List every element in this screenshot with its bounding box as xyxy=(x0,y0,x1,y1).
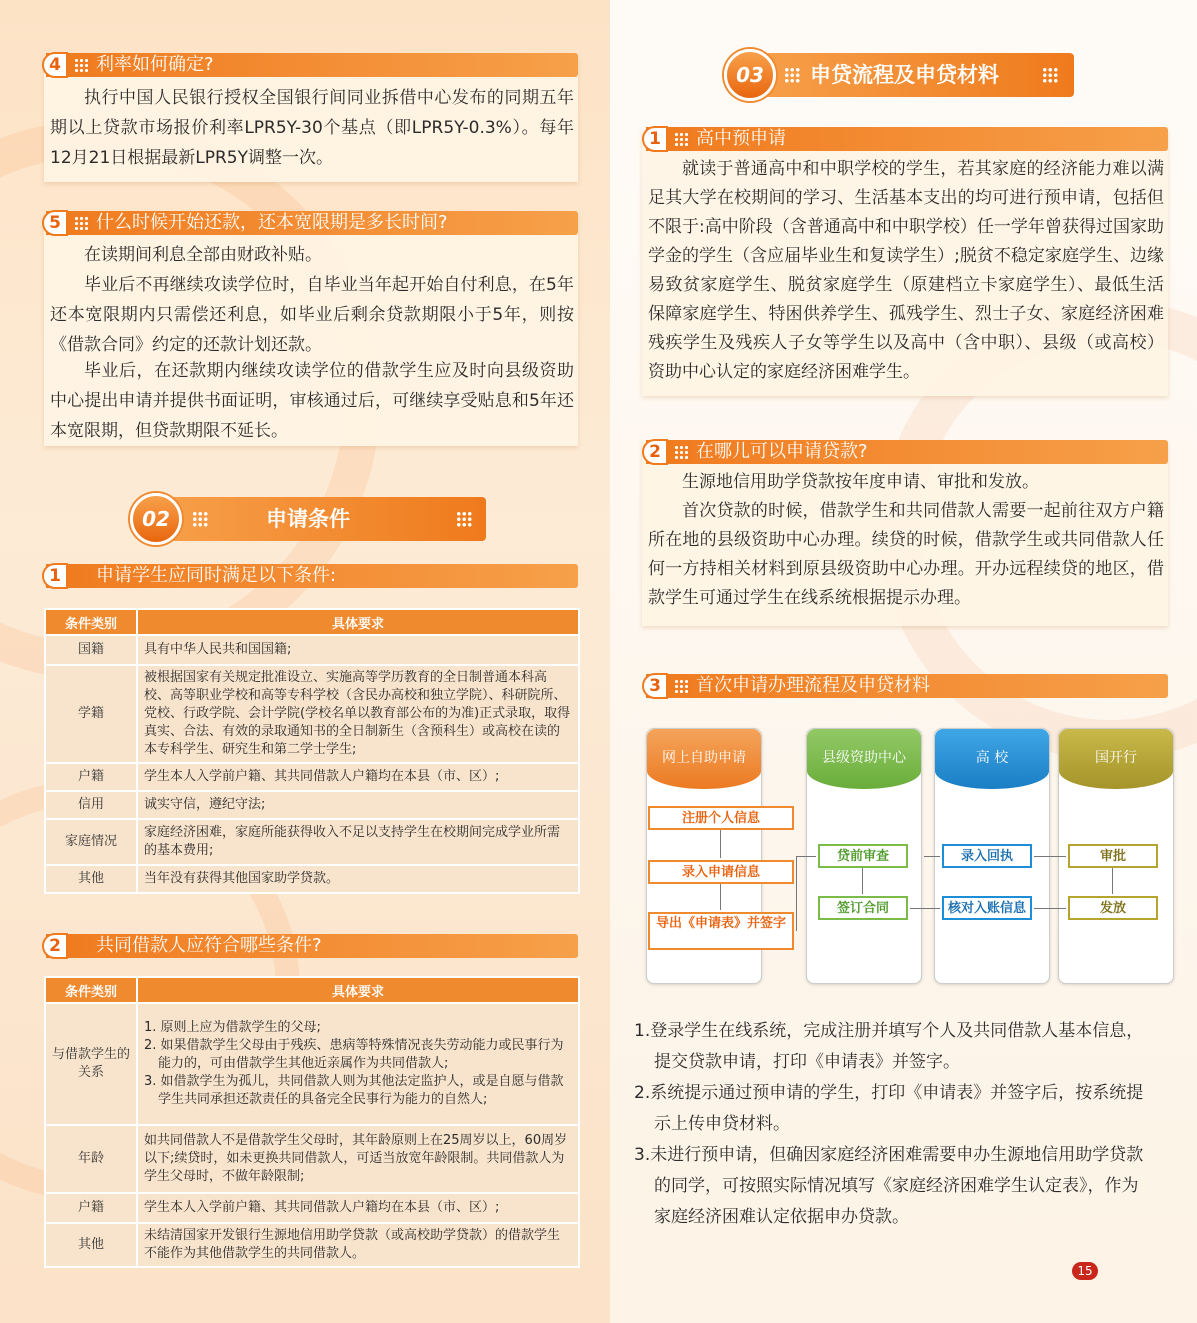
arrow-right-icon xyxy=(924,856,940,857)
section-03-title: 申贷流程及申贷材料 xyxy=(810,63,999,87)
q4-number: 4 xyxy=(42,52,68,78)
q5-title: 什么时候开始还款，还本宽限期是多长时间? xyxy=(96,212,448,233)
condition-requirement: 当年没有获得其他国家助学贷款。 xyxy=(137,865,579,893)
step-line: 的同学，可按照实际情况填写《家庭经济困难学生认定表》，作为 xyxy=(654,1176,1139,1196)
table-row xyxy=(45,791,579,819)
arrow-down-icon xyxy=(1112,868,1113,894)
condition-category: 其他 xyxy=(45,865,137,893)
r2-paragraph-2: 首次贷款的时候，借款学生和共同借款人需要一起前往双方户籍所在地的县级资助中心办理。续贷的时候，借款学生或共同借款人任何一方持相关材料到原县级资助中心办理。开办远程续贷的地区，借款学生可通过学生在线系统根据提示办理。 xyxy=(648,501,1164,608)
coborrower-conditions-table xyxy=(44,976,580,1268)
q4-header xyxy=(46,53,578,77)
r2-paragraph-1: 生源地信用助学贷款按年度申请、审批和发放。 xyxy=(682,472,1039,492)
arrow-down-icon xyxy=(720,830,721,858)
requirement-line: 3. 如借款学生为孤儿，共同借款人则为其他法定监护人，或是自愿与借款学生共同承担还款责任的具备完全民事行为能力的自然人; xyxy=(144,1074,564,1107)
section-03-header xyxy=(734,53,1074,97)
table-row xyxy=(45,865,579,893)
dots-icon xyxy=(456,511,472,527)
step-line: 家庭经济困难认定依据申办贷款。 xyxy=(654,1207,909,1227)
table-row xyxy=(45,1223,579,1267)
flow-step-enter-info: 录入申请信息 xyxy=(648,860,794,884)
condition-requirement: 家庭经济困难，家庭所能获得收入不足以支持学生在校期间完成学业所需的基本费用; xyxy=(137,819,579,865)
c1-title: 申请学生应同时满足以下条件: xyxy=(96,565,337,586)
condition-category: 家庭情况 xyxy=(45,819,137,865)
arrow-left-icon xyxy=(1034,908,1066,909)
dots-icon xyxy=(74,58,88,72)
dots-icon xyxy=(74,216,88,230)
step-number: 2. xyxy=(634,1083,651,1103)
flow-step-register: 注册个人信息 xyxy=(648,806,794,830)
flow-step-disburse: 发放 xyxy=(1068,896,1158,920)
steps-list xyxy=(634,1016,1174,1233)
step-line: 未进行预申请，但确因家庭经济困难需要申办生源地信用助学贷款 xyxy=(650,1145,1144,1165)
r3-title: 首次申请办理流程及申贷材料 xyxy=(696,675,930,696)
r1-header xyxy=(646,127,1168,151)
q5-paragraph-2: 毕业后不再继续攻读学位时，自毕业当年起开始自付利息，在5年还本宽限期内只需偿还利息，如毕业后剩余贷款期限小于5年，则按《借款合同》约定的还款计划还款。 xyxy=(50,275,574,355)
arrow-left-icon xyxy=(910,908,940,909)
condition-requirement: 学生本人入学前户籍、其共同借款人户籍均在本县（市、区）; xyxy=(137,763,579,791)
table-header-category: 条件类别 xyxy=(45,609,137,635)
student-conditions-table xyxy=(44,608,580,894)
arrow-down-icon xyxy=(862,868,863,894)
step-line: 提交贷款申请，打印《申请表》并签字。 xyxy=(654,1052,960,1072)
r2-number: 2 xyxy=(642,439,668,465)
r2-header xyxy=(646,440,1168,464)
page-number: 15 xyxy=(1072,1262,1098,1280)
condition-category: 国籍 xyxy=(45,635,137,665)
table-header-category: 条件类别 xyxy=(45,977,137,1003)
r3-number: 3 xyxy=(642,673,668,699)
c2-number: 2 xyxy=(42,933,68,959)
section-02-number: 02 xyxy=(130,493,182,545)
section-03-number: 03 xyxy=(724,49,776,101)
q5-number: 5 xyxy=(42,210,68,236)
flow-column-title: 网上自助申请 xyxy=(647,729,761,789)
condition-requirement: 学生本人入学前户籍、其共同借款人户籍均在本县（市、区）; xyxy=(137,1193,579,1223)
flow-column-title: 县级资助中心 xyxy=(807,729,921,789)
q5-header xyxy=(46,211,578,235)
condition-requirement: 被根据国家有关规定批准设立、实施高等学历教育的全日制普通本科高校、高等职业学校和高等专科学校（含民办高校和独立学院）、科研院所、党校、行政学院、会计学院(学校名单以教育部公布的为准)正式录取，取得真实、合法、有效的录取通知书的全日制新生（含预科生）或高校在读的本专科学生、研究生和第二学士学生; xyxy=(137,665,579,763)
dots-icon xyxy=(784,67,800,83)
q5-paragraph-3: 毕业后，在还款期内继续攻读学位的借款学生应及时向县级资助中心提出申请并提供书面证明，审核通过后，可继续享受贴息和5年还本宽限期，但贷款期限不延长。 xyxy=(50,361,574,441)
table-header-row xyxy=(45,609,579,635)
r1-title: 高中预申请 xyxy=(696,128,786,149)
c2-title: 共同借款人应符合哪些条件? xyxy=(96,935,322,956)
condition-requirement xyxy=(137,1003,579,1125)
list-item xyxy=(634,1078,1174,1109)
c1-header xyxy=(46,564,578,588)
flow-step-export-form: 导出《申请表》并签字 xyxy=(648,912,794,950)
condition-category: 户籍 xyxy=(45,1193,137,1223)
c2-header xyxy=(46,934,578,958)
table-row xyxy=(45,1003,579,1125)
section-02-header xyxy=(140,497,486,541)
condition-category: 信用 xyxy=(45,791,137,819)
dots-icon xyxy=(674,445,688,459)
condition-requirement: 如共同借款人不是借款学生父母时，其年龄原则上在25周岁以上，60周岁以下;续贷时，如未更换共同借款人，可适当放宽年龄限制。共同借款人为学生父母时，不做年龄限制; xyxy=(137,1125,579,1193)
flow-column-title: 高 校 xyxy=(935,729,1049,789)
table-header-requirement: 具体要求 xyxy=(137,977,579,1003)
condition-category: 学籍 xyxy=(45,665,137,763)
arrow-right-icon xyxy=(1034,856,1066,857)
table-row xyxy=(45,763,579,791)
r1-body: 就读于普通高中和中职学校的学生，若其家庭的经济能力难以满足其大学在校期间的学习、生活基本支出的均可进行预申请，包括但不限于:高中阶段（含普通高中和中职学校）任一学年曾获得过国家助学金的学生（含应届毕业生和复读学生）;脱贫不稳定家庭学生、边缘易致贫家庭学生、脱贫家庭学生（原建档立卡家庭学生）、最低生活保障家庭学生、特困供养学生、孤残学生、烈士子女、家庭经济困难残疾学生及残疾人子女等学生以及高中（含中职）、县级（或高校）资助中心认定的家庭经济困难学生。 xyxy=(648,159,1164,382)
flow-step-verify-account: 核对入账信息 xyxy=(942,896,1032,920)
table-row xyxy=(45,1125,579,1193)
connector-line xyxy=(796,856,797,931)
condition-category: 户籍 xyxy=(45,763,137,791)
step-line: 登录学生在线系统，完成注册并填写个人及共同借款人基本信息， xyxy=(650,1021,1144,1041)
table-row xyxy=(45,819,579,865)
flow-step-enter-receipt: 录入回执 xyxy=(942,844,1032,868)
dots-icon xyxy=(1042,67,1058,83)
q4-body: 执行中国人民银行授权全国银行间同业拆借中心发布的同期五年期以上贷款市场报价利率LPR5Y-30个基点（即LPR5Y-0.3%）。每年12月21日根据最新LPR5Y调整一次。 xyxy=(50,88,574,168)
step-number: 3. xyxy=(634,1145,651,1165)
table-row xyxy=(45,1193,579,1223)
q4-title: 利率如何确定? xyxy=(96,54,214,75)
table-header-row xyxy=(45,977,579,1003)
application-flow-diagram xyxy=(642,728,1172,986)
table-row xyxy=(45,665,579,763)
flow-step-sign-contract: 签订合同 xyxy=(818,896,908,920)
table-row xyxy=(45,635,579,665)
c1-number: 1 xyxy=(42,563,68,589)
q5-paragraph-1: 在读期间利息全部由财政补贴。 xyxy=(84,245,322,265)
list-item xyxy=(634,1016,1174,1047)
section-02-title: 申请条件 xyxy=(266,507,350,531)
step-number: 1. xyxy=(634,1021,651,1041)
flow-column-title: 国开行 xyxy=(1059,729,1173,789)
condition-category: 其他 xyxy=(45,1223,137,1267)
dots-icon xyxy=(192,511,208,527)
r2-title: 在哪儿可以申请贷款? xyxy=(696,441,868,462)
r1-number: 1 xyxy=(642,126,668,152)
requirement-line: 1. 原则上应为借款学生的父母; xyxy=(144,1020,321,1035)
flow-step-pre-review: 贷前审查 xyxy=(818,844,908,868)
list-item xyxy=(634,1140,1174,1171)
r3-header xyxy=(646,674,1168,698)
condition-requirement: 未结清国家开发银行生源地信用助学贷款（或高校助学贷款）的借款学生不能作为其他借款学生的共同借款人。 xyxy=(137,1223,579,1267)
condition-requirement: 具有中华人民共和国国籍; xyxy=(137,635,579,665)
condition-category: 年龄 xyxy=(45,1125,137,1193)
arrow-down-icon xyxy=(720,884,721,910)
condition-requirement: 诚实守信，遵纪守法; xyxy=(137,791,579,819)
table-header-requirement: 具体要求 xyxy=(137,609,579,635)
step-line: 示上传申贷材料。 xyxy=(654,1114,790,1134)
dots-icon xyxy=(674,132,688,146)
flow-step-approve: 审批 xyxy=(1068,844,1158,868)
dots-icon xyxy=(674,679,688,693)
requirement-line: 2. 如果借款学生父母由于残疾、患病等特殊情况丧失劳动能力或民事行为能力的，可由借款学生其他近亲属作为共同借款人; xyxy=(144,1038,564,1071)
arrow-right-icon xyxy=(796,856,816,857)
step-line: 系统提示通过预申请的学生，打印《申请表》并签字后，按系统提 xyxy=(650,1083,1144,1103)
condition-category: 与借款学生的关系 xyxy=(45,1003,137,1125)
